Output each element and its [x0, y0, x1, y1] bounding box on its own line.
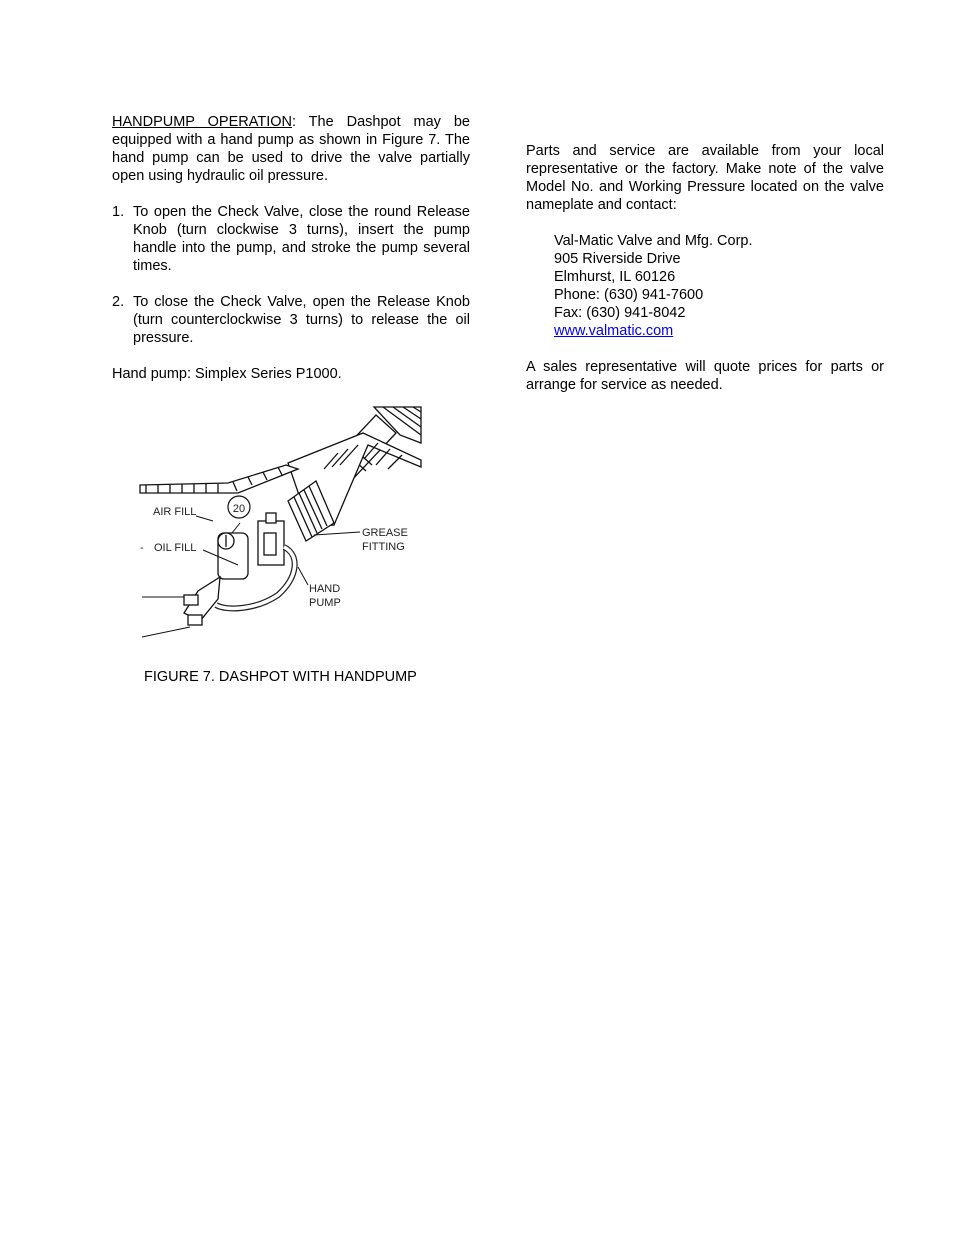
- oil-fill-label: OIL FILL: [154, 542, 197, 554]
- handpump-paragraph: [112, 113, 470, 185]
- phone-number: Phone: (630) 941-7600: [554, 287, 704, 303]
- air-fill-label: AIR FILL: [153, 506, 197, 518]
- step-text: To open the Check Valve, close the round Release Knob (turn clockwise 3 turns), insert the pump handle into the pump, and stroke the pump several times.: [133, 204, 470, 274]
- right-column: [526, 142, 884, 394]
- grease-fitting-label-2: FITTING: [362, 541, 405, 553]
- leader-lines: [142, 516, 360, 637]
- parts-paragraph: Parts and service are available from your local representative or the factory. Make note of the valve Model No. and Working Pressure located on the valve nameplate and contact:: [526, 143, 884, 213]
- fax-number: Fax: (630) 941-8042: [554, 305, 686, 321]
- grease-fitting-label-1: GREASE: [362, 527, 408, 539]
- hand-pump-label-1: HAND: [309, 583, 341, 595]
- city-state-zip: Elmhurst, IL 60126: [554, 269, 676, 285]
- list-item: [112, 203, 470, 275]
- figure-caption: FIGURE 7. DASHPOT WITH HANDPUMP: [144, 669, 417, 685]
- list-item: [112, 293, 470, 347]
- company-name: Val-Matic Valve and Mfg. Corp.: [554, 233, 753, 249]
- sales-paragraph: A sales representative will quote prices for parts or arrange for service as needed.: [526, 359, 884, 393]
- hand-pump-label-2: PUMP: [309, 597, 341, 609]
- oil-fill-dash: -: [140, 542, 144, 554]
- street-address: 905 Riverside Drive: [554, 251, 681, 267]
- step-number: 1.: [112, 204, 125, 220]
- dashpot-handpump-figure: [138, 405, 423, 645]
- step-text: To close the Check Valve, open the Release Knob (turn counterclockwise 3 turns) to release the oil pressure.: [133, 294, 470, 346]
- website-link[interactable]: www.valmatic.com: [554, 323, 674, 339]
- intro-text: : The Dashpot may be equipped with a hand pump as shown in Figure 7. The hand pump can be used to drive the valve partially open using hydraulic oil pressure.: [112, 114, 470, 184]
- section-heading: HANDPUMP OPERATION: [112, 114, 292, 130]
- contact-address: [554, 232, 884, 340]
- hand-pump-note: Hand pump: Simplex Series P1000.: [112, 366, 342, 382]
- step-number: 2.: [112, 294, 125, 310]
- item-number: 20: [232, 503, 246, 515]
- steps-list: [112, 203, 470, 347]
- left-column: [112, 113, 470, 383]
